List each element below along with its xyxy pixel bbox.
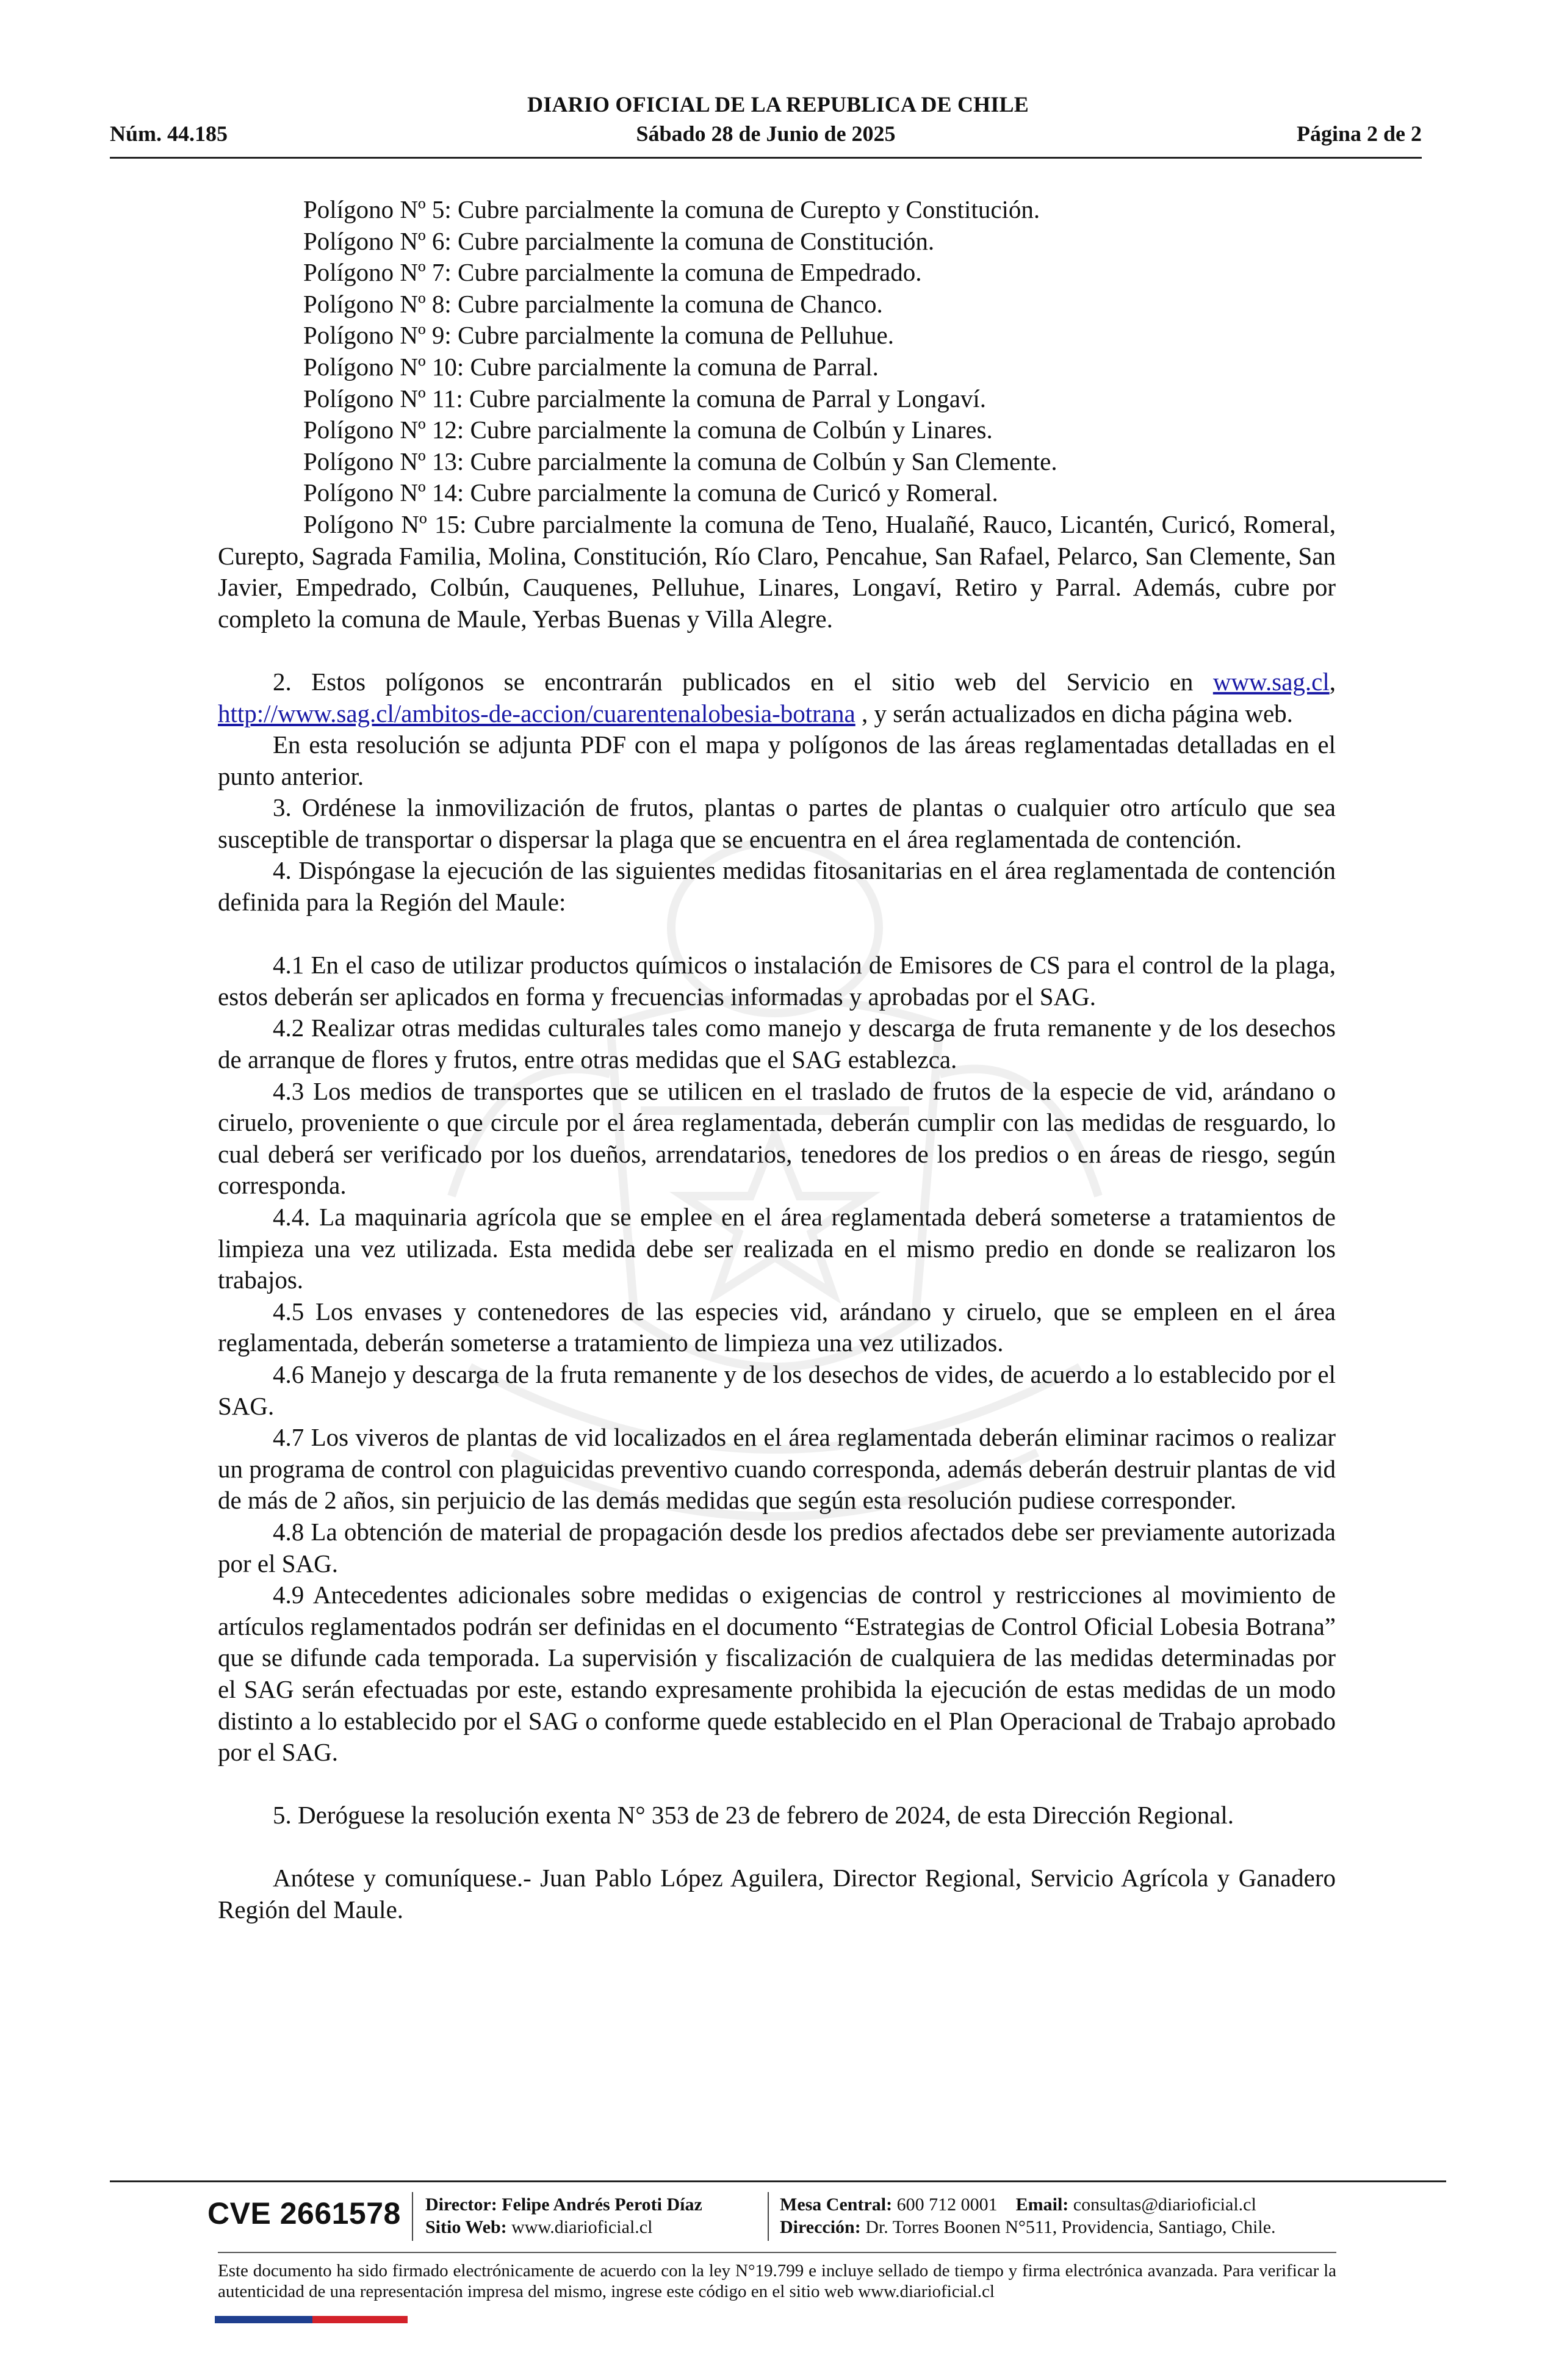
cve-code: CVE 2661578 xyxy=(207,2196,401,2230)
address-label: Dirección: xyxy=(780,2217,861,2237)
sag-link[interactable]: www.sag.cl xyxy=(1212,667,1330,696)
electronic-signature-note: Este documento ha sido firmado electrónicamente de acuerdo con la ley N°19.799 e incluye sellado de tiempo y firma electrónica avanzada. Para verificar la autenticidad de una representación impresa del mismo, ingrese este código en el sitio web www.diarioficial.cl xyxy=(218,2261,1336,2301)
phone-label: Mesa Central: xyxy=(780,2194,893,2215)
site-url[interactable]: www.diarioficial.cl xyxy=(511,2217,653,2237)
measure-4-6: 4.6 Manejo y descarga de la fruta remanente y de los desechos de vides, de acuerdo a lo establecido por el SAG. xyxy=(218,1360,1336,1420)
email-label: Email: xyxy=(1015,2194,1069,2215)
footer-note-divider xyxy=(218,2252,1336,2253)
header-divider xyxy=(110,157,1422,159)
polygon-5: Polígono Nº 5: Cubre parcialmente la comuna de Curepto y Constitución. xyxy=(303,195,1040,223)
flag-blue-stripe xyxy=(215,2316,312,2323)
polygon-13: Polígono Nº 13: Cubre parcialmente la comuna de Colbún y San Clemente. xyxy=(303,447,1057,475)
measure-4-8: 4.8 La obtención de material de propagación desde los predios afectados debe ser previamente autorizada por el SAG. xyxy=(218,1517,1336,1578)
measure-4-9: 4.9 Antecedentes adicionales sobre medidas o exigencias de control y restricciones al movimiento de artículos reglamentados podrán ser definidas en el documento “Estrategias de Control Oficial Lobesia Botrana” que se difunde cada temporada. La supervisión y fiscalización de cualquiera de las medidas determinadas por el SAG serán efectuadas por este, estando expresamente prohibida la ejecución de estas medidas de un modo distinto a lo establecido por el SAG o conforme quede establecido en el Plan Operacional de Trabajo aprobado por el SAG. xyxy=(218,1581,1336,1767)
polygon-10: Polígono Nº 10: Cubre parcialmente la comuna de Parral. xyxy=(303,352,879,381)
paragraph-3: 3. Ordénese la inmovilización de frutos, plantas o partes de plantas o cualquier otro artículo que sea susceptible de transportar o dispersar la plaga que se encuentra en el área reglamentada de contención. xyxy=(218,793,1336,853)
paragraph-2 xyxy=(218,666,1336,729)
footer-separator xyxy=(768,2192,769,2241)
issue-date: Sábado 28 de Junio de 2025 xyxy=(636,121,896,146)
polygon-7: Polígono Nº 7: Cubre parcialmente la comuna de Empedrado. xyxy=(303,258,922,287)
footer-contact-block xyxy=(780,2193,1276,2238)
address-value: Dr. Torres Boonen N°511, Providencia, Santiago, Chile. xyxy=(865,2217,1276,2237)
paragraph-2-text: 2. Estos polígonos se encontrarán publicados en el sitio web del Servicio en xyxy=(273,667,1213,696)
page-indicator: Página 2 de 2 xyxy=(1296,121,1422,146)
measure-4-1: 4.1 En el caso de utilizar productos químicos o instalación de Emisores de CS para el control de la plaga, estos deberán ser aplicados en forma y frecuencias informadas y aprobadas por el SAG. xyxy=(218,951,1336,1011)
paragraph-pdf: En esta resolución se adjunta PDF con el mapa y polígonos de las áreas reglamentadas detalladas en el punto anterior. xyxy=(218,730,1336,790)
measure-4-4: 4.4. La maquinaria agrícola que se emplee en el área reglamentada deberá someterse a tratamientos de limpieza una vez utilizada. Esta medida debe ser realizada en el mismo predio en donde se realizaron los trabajos. xyxy=(218,1203,1336,1294)
polygon-8: Polígono Nº 8: Cubre parcialmente la comuna de Chanco. xyxy=(303,289,883,318)
paragraph-2-end: , y serán actualizados en dicha página web. xyxy=(855,699,1293,727)
site-label: Sitio Web: xyxy=(425,2217,507,2237)
issue-number: Núm. 44.185 xyxy=(110,121,228,146)
publication-title: DIARIO OFICIAL DE LA REPUBLICA DE CHILE xyxy=(527,92,1029,117)
measure-4-3: 4.3 Los medios de transportes que se utilicen en el traslado de frutos de la especie de vid, arándano o ciruelo, proveniente o que circule por el área reglamentada, deberán cumplir con las medidas de resguardo, lo cual deberá ser verificado por los dueños, arrendatarios, tenedores de los predios o en áreas de riesgo, según corresponda. xyxy=(218,1076,1336,1200)
email-address[interactable]: consultas@diarioficial.cl xyxy=(1073,2194,1256,2215)
chile-flag-stripe xyxy=(215,2316,408,2323)
polygon-11: Polígono Nº 11: Cubre parcialmente la comuna de Parral y Longaví. xyxy=(303,384,987,413)
flag-red-stripe xyxy=(312,2316,408,2323)
polygon-12: Polígono Nº 12: Cubre parcialmente la comuna de Colbún y Linares. xyxy=(303,416,993,444)
director-label: Director: xyxy=(425,2194,497,2215)
phone-number: 600 712 0001 xyxy=(896,2194,998,2215)
closing-signature: Anótese y comuníquese.- Juan Pablo López Aguilera, Director Regional, Servicio Agrícola y Ganadero Región del Maule. xyxy=(218,1864,1336,1924)
polygon-14: Polígono Nº 14: Cubre parcialmente la comuna de Curicó y Romeral. xyxy=(303,478,998,507)
header-row xyxy=(110,121,1422,149)
quarantine-link[interactable]: http://www.sag.cl/ambitos-de-accion/cuarentenalobesia-botrana xyxy=(218,699,855,727)
document-body xyxy=(218,194,1336,1926)
paragraph-4: 4. Dispóngase la ejecución de las siguientes medidas fitosanitarias en el área reglamentada de contención definida para la Región del Maule: xyxy=(218,856,1336,917)
footer-director-block xyxy=(425,2193,702,2238)
paragraph-2-sep: , xyxy=(1329,667,1336,696)
polygon-6: Polígono Nº 6: Cubre parcialmente la comuna de Constitución. xyxy=(303,226,935,255)
paragraph-5: 5. Deróguese la resolución exenta N° 353 de 23 de febrero de 2024, de esta Dirección Regional. xyxy=(273,1801,1234,1830)
measure-4-5: 4.5 Los envases y contenedores de las especies vid, arándano y ciruelo, que se empleen en el área reglamentada, deberán someterse a tratamiento de limpieza una vez utilizados. xyxy=(218,1297,1336,1357)
footer-separator xyxy=(412,2192,413,2241)
measure-4-2: 4.2 Realizar otras medidas culturales tales como manejo y descarga de fruta remanente y de los desechos de arranque de flores y frutos, entre otras medidas que el SAG establezca. xyxy=(218,1014,1336,1074)
polygon-15: Polígono Nº 15: Cubre parcialmente la comuna de Teno, Hualañé, Rauco, Licantén, Curicó, Romeral, Curepto, Sagrada Familia, Molina, Constitución, Río Claro, Pencahue, San Rafael, Pelarco, San Clemente, San Javier, Empedrado, Colbún, Cauquenes, Pelluhue, Linares, Longaví, Retiro y Parral. Además, cubre por completo la comuna de Maule, Yerbas Buenas y Villa Alegre. xyxy=(218,510,1336,633)
measure-4-7: 4.7 Los viveros de plantas de vid localizados en el área reglamentada deberán eliminar racimos o realizar un programa de control con plaguicidas preventivo cuando corresponda, además deberán destruir plantas de vid de más de 2 años, sin perjuicio de las demás medidas que según esta resolución pudiese corresponder. xyxy=(218,1423,1336,1515)
footer-divider xyxy=(110,2180,1446,2182)
polygon-9: Polígono Nº 9: Cubre parcialmente la comuna de Pelluhue. xyxy=(303,321,895,350)
director-name: Felipe Andrés Peroti Díaz xyxy=(502,2194,702,2215)
